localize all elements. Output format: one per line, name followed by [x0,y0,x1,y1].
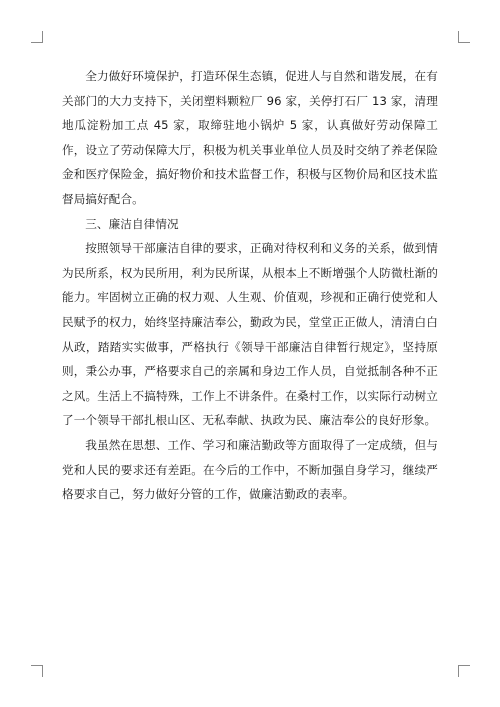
section-heading-integrity: 三、廉洁自律情况 [85,216,179,231]
crop-mark-bottom-left [31,665,43,677]
crop-mark-top-right [458,31,470,43]
crop-mark-top-left [31,31,43,43]
document-body [62,64,438,507]
paragraph-integrity-conduct: 按照领导干部廉洁自律的要求，正确对待权利和义务的关系，做到情为民所系，权为民所用，利为民所谋，从根本上不断增强个人防微杜渐的能力。牢固树立正确的权力观、人生观、价值观，珍视和正确行使党和人民赋予的权力，始终坚持廉洁奉公，勤政为民，堂堂正正做人，清清白白从政，踏踏实实做事，严格执行《领导干部廉洁自律暂行规定》，坚持原则，秉公办事，严格要求自己的亲属和身边工作人员，自觉抵制各种不正之风。生活上不搞特殊，工作上不讲条件。在桑村工作，以实际行动树立了一个领导干部扎根山区、无私奉献、执政为民、廉洁奉公的良好形象。 [62,241,438,428]
paragraph-environment-labor: 全力做好环境保护，打造环保生态镇，促进人与自然和谐发展，在有关部门的大力支持下，关闭塑料颗粒厂 96 家，关停打石厂 13 家，清理地瓜淀粉加工点 45 家，取缔驻地小锅炉 5 家，认真做好劳动保障工作，设立了劳动保障大厅，积极为机关事业单位人员及时交纳了养老保险金和医疗保险金，搞好物价和技术监督工作，积极与区物价局和区技术监督局搞好配合。 [62,69,438,206]
crop-mark-bottom-right [458,665,470,677]
paragraph-conclusion: 我虽然在思想、工作、学习和廉洁勤政等方面取得了一定成绩，但与党和人民的要求还有差距。在今后的工作中，不断加强自身学习，继续严格要求自己，努力做好分管的工作，做廉洁勤政的表率。 [62,437,438,502]
